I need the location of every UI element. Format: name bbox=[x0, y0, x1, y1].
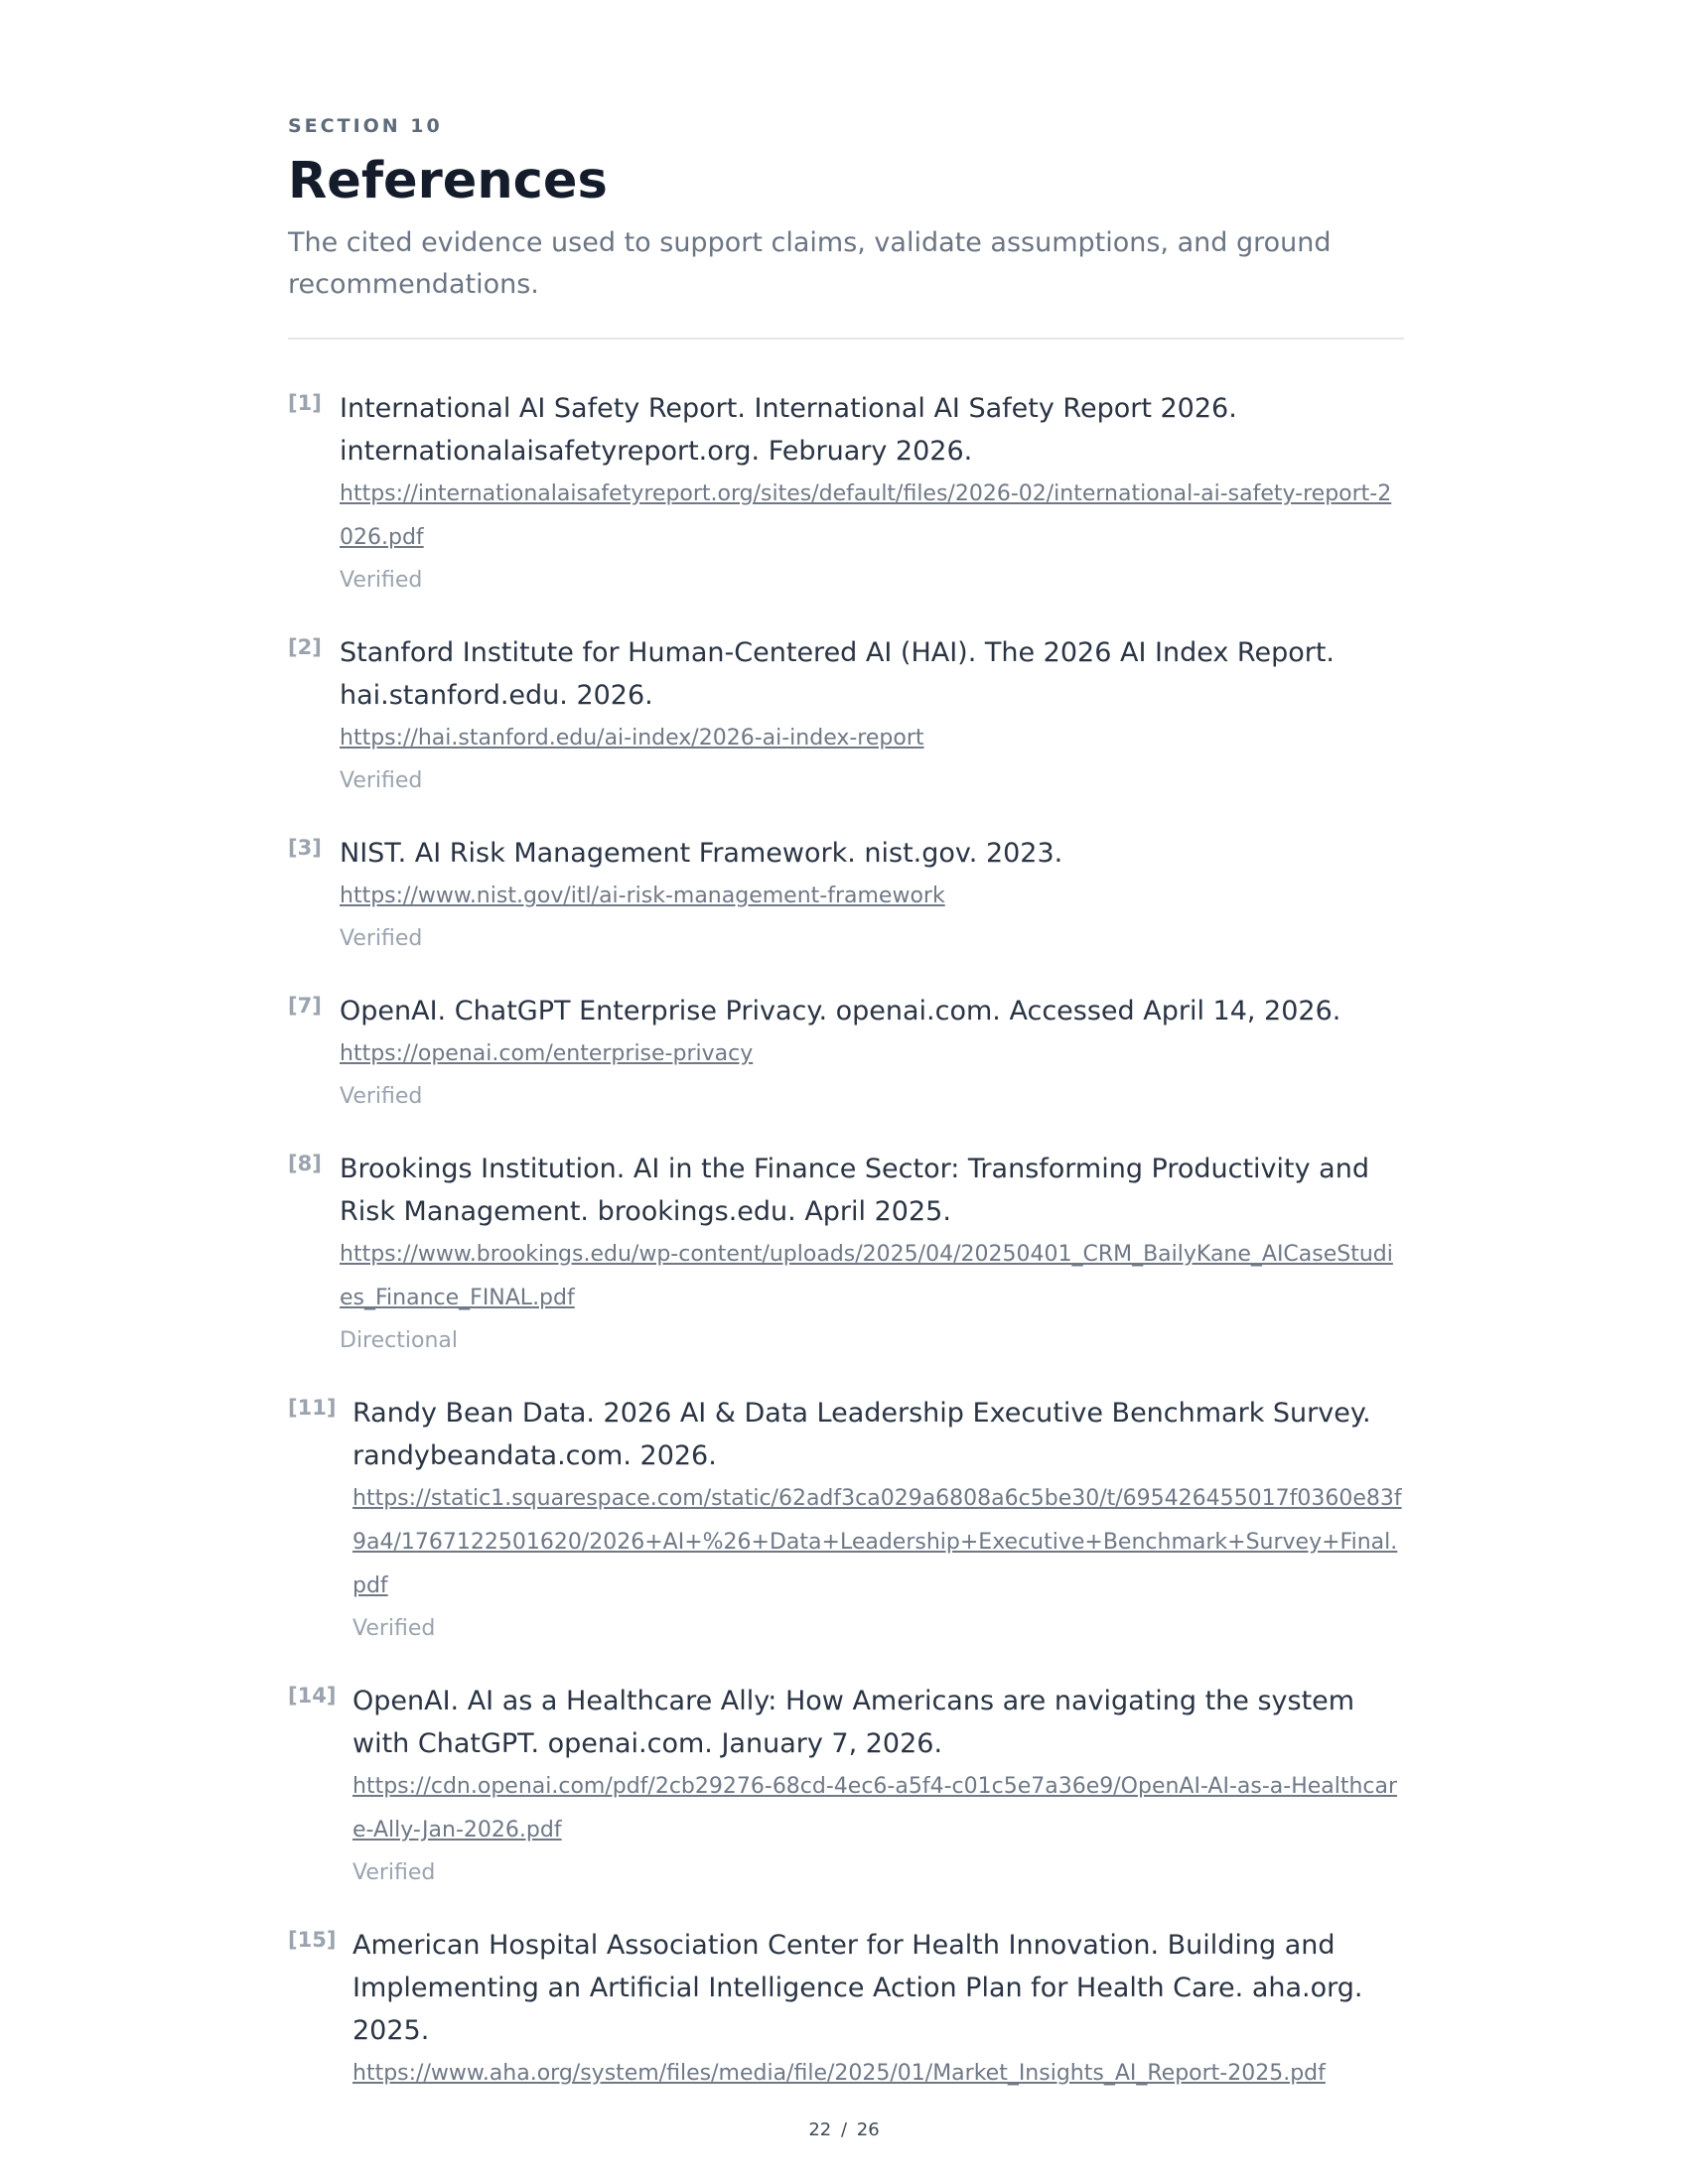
reference-link[interactable]: https://openai.com/enterprise-privacy bbox=[340, 1041, 754, 1066]
reference-number: [7] bbox=[288, 994, 322, 1018]
reference-number: [11] bbox=[288, 1396, 337, 1420]
reference-number: [8] bbox=[288, 1152, 322, 1175]
verification-status: Verified bbox=[352, 1616, 436, 1641]
reference-link[interactable]: https://hai.stanford.edu/ai-index/2026-ai-index-report bbox=[340, 726, 924, 751]
reference-citation: NIST. AI Risk Management Framework. nist.gov. 2023. bbox=[340, 838, 1063, 869]
verification-status: Verified bbox=[340, 1084, 423, 1109]
reference-body bbox=[340, 832, 1404, 960]
reference-link[interactable]: https://www.nist.gov/itl/ai-risk-management-framework bbox=[340, 884, 945, 908]
reference-citation: Stanford Institute for Human-Centered AI (HAI). The 2026 AI Index Report. hai.stanford.edu. 2026. bbox=[340, 637, 1335, 711]
reference-number: [3] bbox=[288, 836, 322, 860]
page-indicator: 22 / 26 bbox=[808, 2119, 880, 2140]
reference-link[interactable]: https://www.aha.org/system/files/media/file/2025/01/Market_Insights_AI_Report-2025.pdf bbox=[352, 2061, 1326, 2086]
reference-item bbox=[288, 1680, 1404, 1894]
reference-citation: OpenAI. ChatGPT Enterprise Privacy. openai.com. Accessed April 14, 2026. bbox=[340, 996, 1341, 1026]
reference-citation: Brookings Institution. AI in the Finance Sector: Transforming Productivity and Risk Management. brookings.edu. April 2025. bbox=[340, 1154, 1369, 1227]
page-title: References bbox=[288, 152, 608, 210]
reference-citation: American Hospital Association Center for Health Innovation. Building and Implementing an Artificial Intelligence Action Plan for Health Care. aha.org. 2025. bbox=[352, 1930, 1363, 2046]
reference-item bbox=[288, 1148, 1404, 1362]
reference-item bbox=[288, 990, 1404, 1118]
reference-list bbox=[288, 387, 1404, 2125]
verification-status: Directional bbox=[340, 1328, 458, 1353]
reference-body bbox=[340, 631, 1404, 802]
section-divider bbox=[288, 338, 1404, 340]
reference-item bbox=[288, 1924, 1404, 2096]
reference-item bbox=[288, 1392, 1404, 1650]
verification-status: Verified bbox=[352, 1860, 436, 1885]
verification-status: Verified bbox=[340, 926, 423, 951]
reference-link[interactable]: https://cdn.openai.com/pdf/2cb29276-68cd-4ec6-a5f4-c01c5e7a36e9/OpenAI-AI-as-a-Healthcare-Ally-Jan-2026.pdf bbox=[352, 1774, 1398, 1843]
reference-link[interactable]: https://www.brookings.edu/wp-content/uploads/2025/04/20250401_CRM_BailyKane_AICaseStudies_Finance_FINAL.pdf bbox=[340, 1242, 1393, 1310]
reference-link[interactable]: https://internationalaisafetyreport.org/sites/default/files/2026-02/international-ai-safety-report-2026.pdf bbox=[340, 481, 1392, 550]
reference-body bbox=[340, 1148, 1404, 1362]
reference-body bbox=[340, 990, 1404, 1118]
reference-number: [1] bbox=[288, 391, 322, 415]
verification-status: Verified bbox=[340, 768, 423, 793]
reference-number: [14] bbox=[288, 1684, 337, 1707]
section-eyebrow: SECTION 10 bbox=[288, 115, 443, 137]
reference-item bbox=[288, 387, 1404, 602]
page-subtitle: The cited evidence used to support claims, validate assumptions, and ground recommendations. bbox=[288, 227, 1332, 300]
reference-body bbox=[352, 1680, 1404, 1894]
reference-citation: Randy Bean Data. 2026 AI & Data Leadership Executive Benchmark Survey. randybeandata.com. 2026. bbox=[352, 1398, 1371, 1471]
reference-body bbox=[352, 1392, 1404, 1650]
reference-citation: International AI Safety Report. International AI Safety Report 2026. internationalaisafetyreport.org. February 2026. bbox=[340, 393, 1237, 467]
reference-link[interactable]: https://static1.squarespace.com/static/62adf3ca029a6808a6c5be30/t/695426455017f0360e83f9a4/1767122501620/2026+AI+%26+Data+Leadership+Executive+Benchmark+Survey+Final.pdf bbox=[352, 1486, 1402, 1598]
reference-item bbox=[288, 832, 1404, 960]
reference-citation: OpenAI. AI as a Healthcare Ally: How Americans are navigating the system with ChatGPT. openai.com. January 7, 2026. bbox=[352, 1686, 1355, 1759]
reference-item bbox=[288, 631, 1404, 802]
reference-body bbox=[352, 1924, 1404, 2096]
reference-number: [15] bbox=[288, 1928, 337, 1952]
reference-number: [2] bbox=[288, 635, 322, 659]
verification-status: Verified bbox=[340, 568, 423, 593]
reference-body bbox=[340, 387, 1404, 602]
